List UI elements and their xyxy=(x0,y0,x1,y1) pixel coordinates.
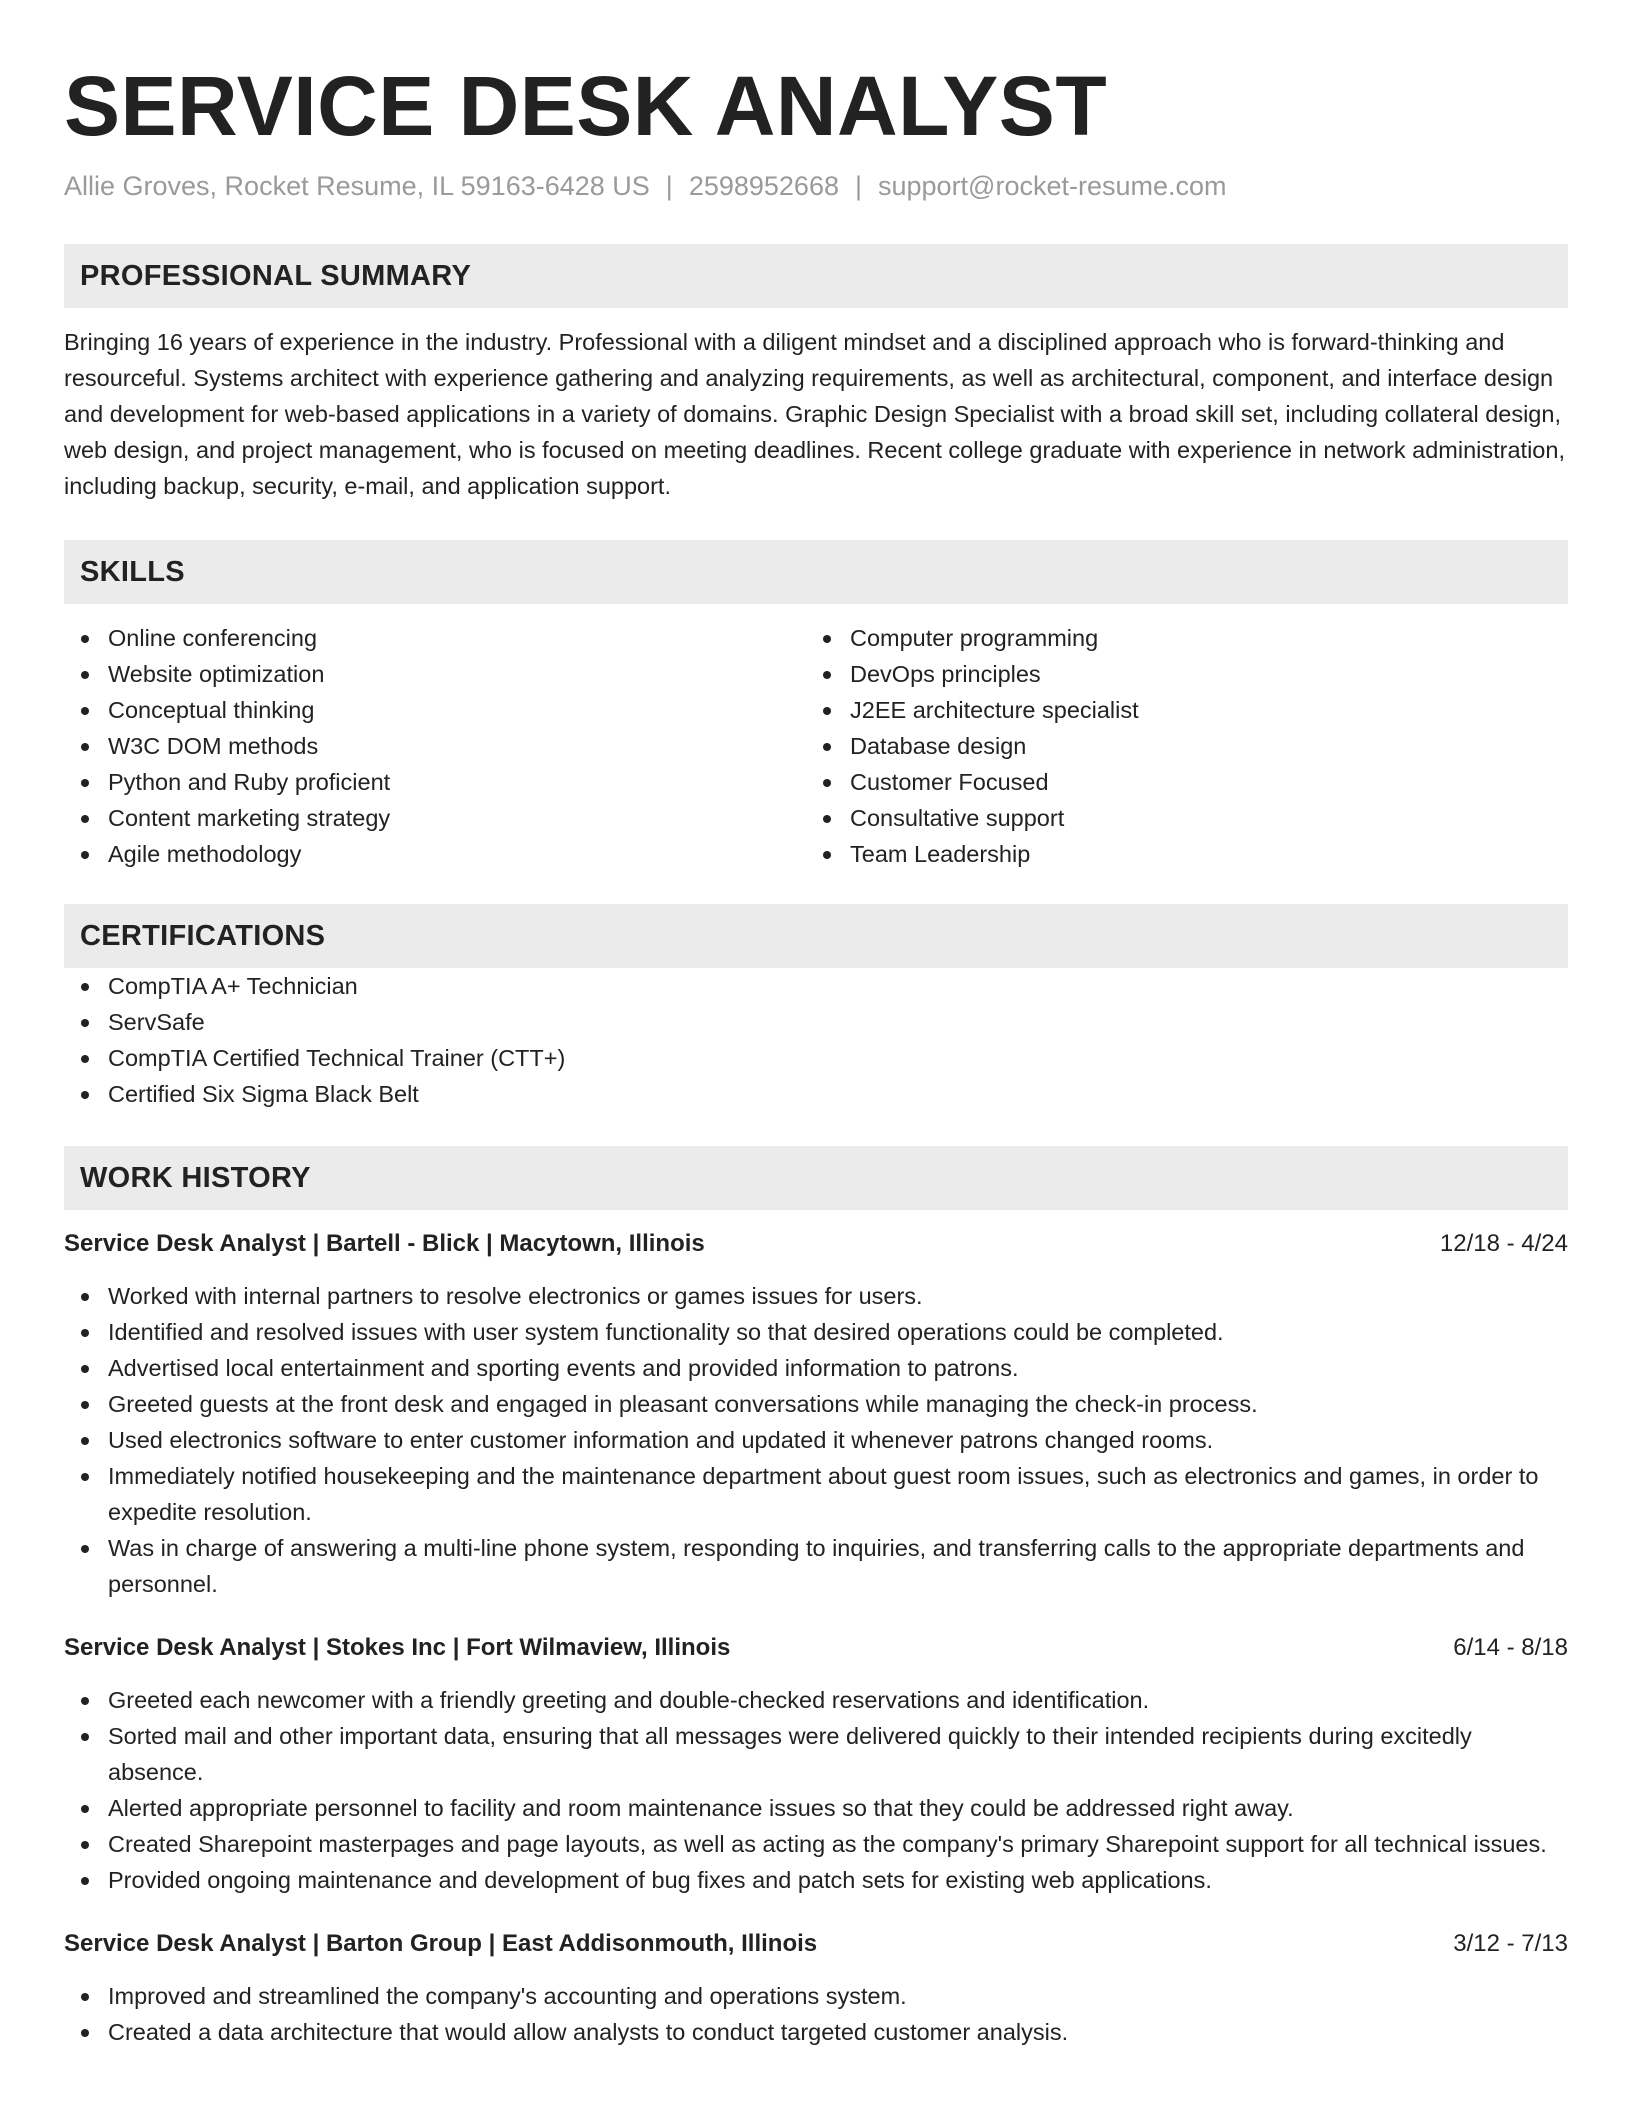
job-bullet: Identified and resolved issues with user system functionality so that desired operations could be completed. xyxy=(64,1314,1568,1350)
skill-item: W3C DOM methods xyxy=(64,728,806,764)
summary-section xyxy=(64,244,1568,504)
skills-list-right xyxy=(806,620,1548,872)
skill-item: J2EE architecture specialist xyxy=(806,692,1548,728)
certification-item: Certified Six Sigma Black Belt xyxy=(64,1076,1568,1112)
job-dates: 6/14 - 8/18 xyxy=(1453,1634,1568,1661)
skills-grid xyxy=(64,620,1568,872)
certifications-heading: CERTIFICATIONS xyxy=(64,904,1568,968)
contact-email: support@rocket-resume.com xyxy=(878,171,1227,201)
job-bullet: Was in charge of answering a multi-line phone system, responding to inquiries, and transferring calls to the appropriate departments and personnel. xyxy=(64,1530,1568,1602)
summary-heading: PROFESSIONAL SUMMARY xyxy=(64,244,1568,308)
job-bullet: Greeted each newcomer with a friendly greeting and double-checked reservations and identification. xyxy=(64,1682,1568,1718)
skill-item: Content marketing strategy xyxy=(64,800,806,836)
job-entry xyxy=(64,1630,1568,1898)
page-title: SERVICE DESK ANALYST xyxy=(64,59,1108,153)
job-title: Service Desk Analyst | Bartell - Blick | Macytown, Illinois xyxy=(64,1230,705,1257)
job-bullet: Worked with internal partners to resolve electronics or games issues for users. xyxy=(64,1278,1568,1314)
skill-item: DevOps principles xyxy=(806,656,1548,692)
skill-item: Consultative support xyxy=(806,800,1548,836)
summary-text: Bringing 16 years of experience in the industry. Professional with a diligent mindset and a disciplined approach who is forward-thinking and resourceful. Systems architect with experience gathering and analyzing requirements, as well as architectural, component, and interface design and development for web-based applications in a variety of domains. Graphic Design Specialist with a broad skill set, including collateral design, web design, and project management, who is focused on meeting deadlines. Recent college graduate with experience in network administration, including backup, security, e-mail, and application support. xyxy=(64,329,1565,499)
job-title: Service Desk Analyst | Stokes Inc | Fort Wilmaview, Illinois xyxy=(64,1634,731,1661)
skill-item: Python and Ruby proficient xyxy=(64,764,806,800)
skill-item: Website optimization xyxy=(64,656,806,692)
job-dates: 3/12 - 7/13 xyxy=(1453,1930,1568,1957)
job-entry xyxy=(64,1926,1568,2050)
job-bullet: Used electronics software to enter customer information and updated it whenever patrons changed rooms. xyxy=(64,1422,1568,1458)
job-bullets xyxy=(64,1682,1568,1898)
work-section xyxy=(64,1146,1568,2050)
certifications-section xyxy=(64,904,1568,1112)
skill-item: Database design xyxy=(806,728,1548,764)
contact-line xyxy=(64,168,1568,204)
job-header xyxy=(64,1630,1568,1666)
job-bullets xyxy=(64,1278,1568,1602)
job-header xyxy=(64,1226,1568,1262)
work-heading: WORK HISTORY xyxy=(64,1146,1568,1210)
skills-heading: SKILLS xyxy=(64,540,1568,604)
job-bullet: Created a data architecture that would allow analysts to conduct targeted customer analysis. xyxy=(64,2014,1568,2050)
contact-separator: | xyxy=(665,171,673,201)
skill-item: Online conferencing xyxy=(64,620,806,656)
job-bullet: Alerted appropriate personnel to facility and room maintenance issues so that they could be addressed right away. xyxy=(64,1790,1568,1826)
job-bullet: Advertised local entertainment and sporting events and provided information to patrons. xyxy=(64,1350,1568,1386)
job-bullet: Greeted guests at the front desk and engaged in pleasant conversations while managing the check-in process. xyxy=(64,1386,1568,1422)
job-entry xyxy=(64,1226,1568,1602)
certifications-list xyxy=(64,968,1568,1112)
skills-list-left xyxy=(64,620,806,872)
skill-item: Agile methodology xyxy=(64,836,806,872)
contact-address: Allie Groves, Rocket Resume, IL 59163-6428 US xyxy=(64,171,650,201)
job-bullet: Improved and streamlined the company's accounting and operations system. xyxy=(64,1978,1568,2014)
skills-section xyxy=(64,540,1568,872)
skill-item: Computer programming xyxy=(806,620,1548,656)
job-dates: 12/18 - 4/24 xyxy=(1439,1230,1568,1257)
job-bullet: Created Sharepoint masterpages and page layouts, as well as acting as the company's primary Sharepoint support for all technical issues. xyxy=(64,1826,1568,1862)
job-bullet: Sorted mail and other important data, ensuring that all messages were delivered quickly to their intended recipients during excitedly absence. xyxy=(64,1718,1568,1790)
skill-item: Customer Focused xyxy=(806,764,1548,800)
certification-item: CompTIA Certified Technical Trainer (CTT+) xyxy=(64,1040,1568,1076)
contact-phone: 2598952668 xyxy=(688,171,839,201)
job-title: Service Desk Analyst | Barton Group | East Addisonmouth, Illinois xyxy=(64,1930,818,1957)
certification-item: ServSafe xyxy=(64,1004,1568,1040)
job-bullets xyxy=(64,1978,1568,2050)
job-bullet: Immediately notified housekeeping and the maintenance department about guest room issues, such as electronics and games, in order to expedite resolution. xyxy=(64,1458,1568,1530)
job-header xyxy=(64,1926,1568,1962)
skill-item: Team Leadership xyxy=(806,836,1548,872)
job-bullet: Provided ongoing maintenance and development of bug fixes and patch sets for existing web applications. xyxy=(64,1862,1568,1898)
certification-item: CompTIA A+ Technician xyxy=(64,968,1568,1004)
skill-item: Conceptual thinking xyxy=(64,692,806,728)
contact-separator: | xyxy=(854,171,862,201)
